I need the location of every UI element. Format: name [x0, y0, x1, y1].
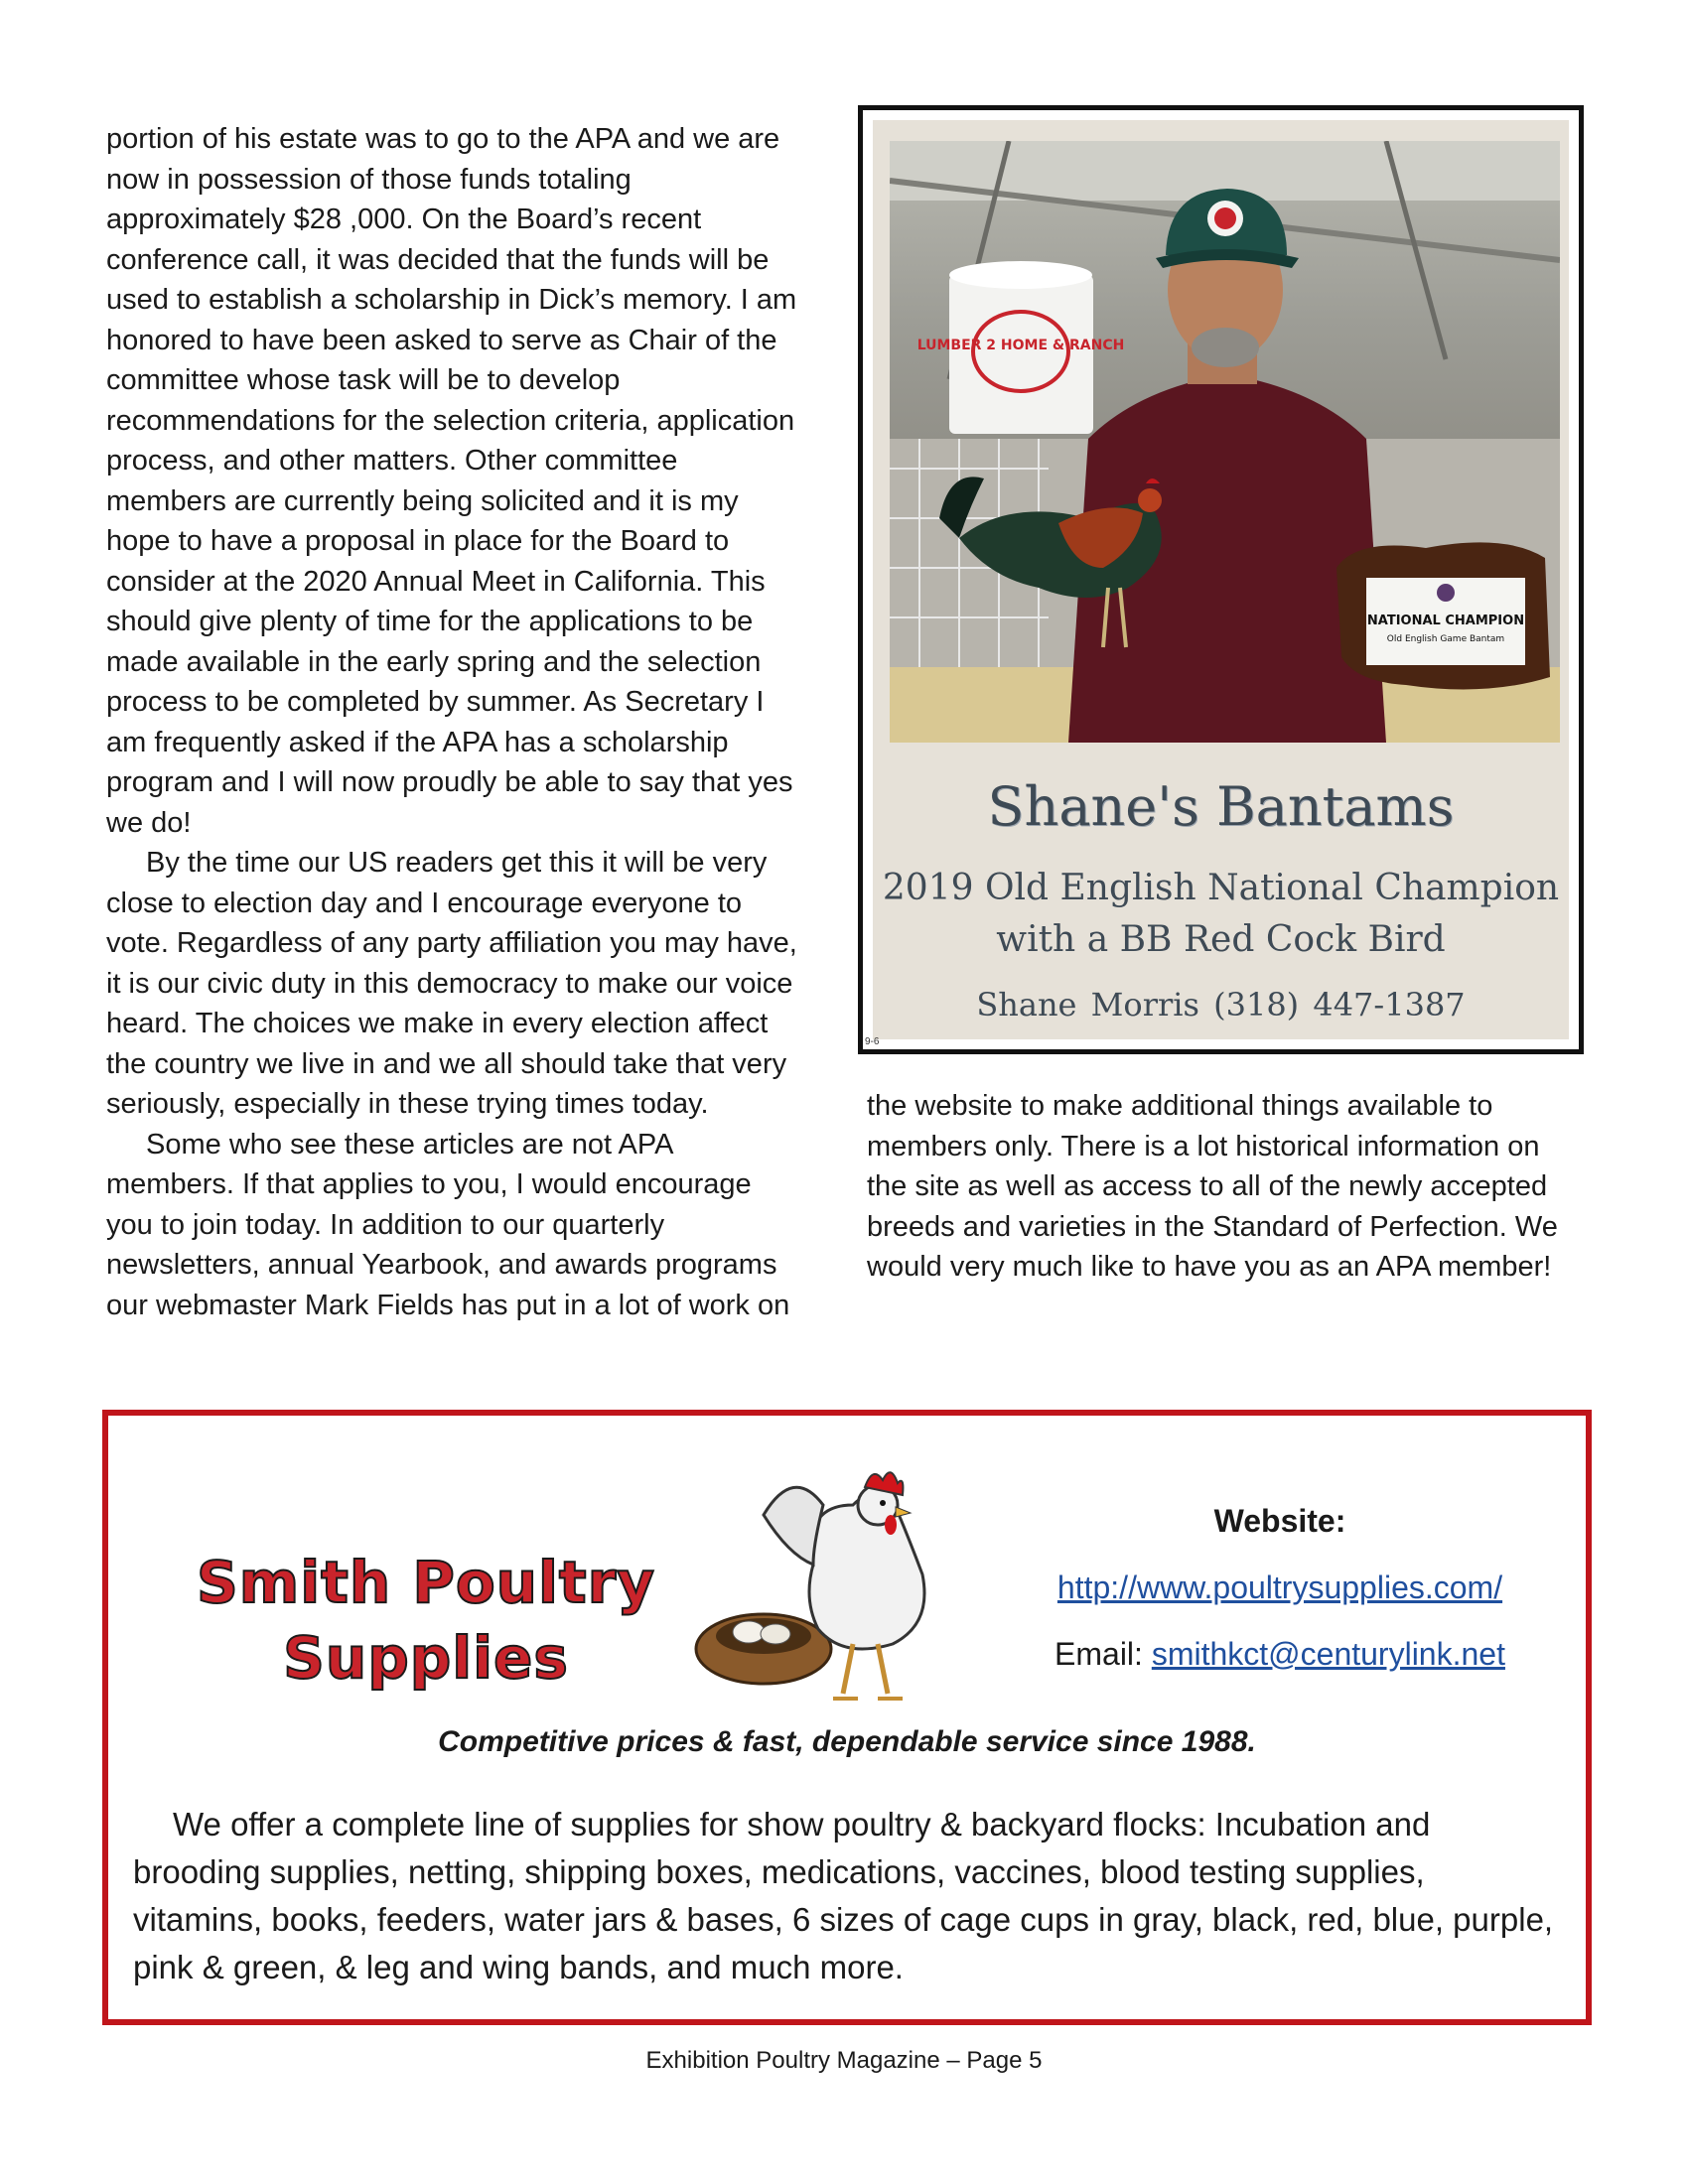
ad-subtitle-line: with a BB Red Cock Bird [996, 919, 1446, 960]
article-paragraph: Some who see these articles are not APA members. If that applies to you, I would encourage you to join today. In addition to our quarterly newsletters, annual Yearbook, and awards programs our webmaster Mark Fields has put in a lot of work on [106, 1128, 790, 1321]
logo-line: Supplies [283, 1624, 569, 1692]
ad-subtitle [873, 863, 1569, 966]
article-left-column [106, 119, 801, 1325]
ad-code: 9-6 [865, 1036, 880, 1047]
smith-description-text: We offer a complete line of supplies for show poultry & backyard flocks: Incubation and brooding supplies, netting, shipping boxes, medications, vaccines, blood testing supplies, vitamins, books, feeders, water jars & bases, 6 sizes of cage cups in gray, black, red, blue, purple, pink & green, & leg and wing bands, and much more. [133, 1806, 1554, 1985]
smith-tagline: Competitive prices & fast, dependable service since 1988. [438, 1725, 1256, 1758]
website-label: Website: [1213, 1503, 1346, 1539]
shanes-bantams-ad [858, 105, 1584, 1054]
bucket-label: LUMBER 2 HOME & RANCH [916, 338, 1125, 353]
article-paragraph: portion of his estate was to go to the APA and we are now in possession of those funds totaling approximately $28 ,000. On the Board’s recent conference call, it was decided that the funds will be used to establish a scholarship in Dick’s memory. I am honored to have been asked to serve as Chair of the committee whose task will be to develop recommendations for the selection criteria, application process, and other matters. Other committee members are currently being solicited and it is my hope to have a proposal in place for the Board to consider at the 2020 Annual Meet in California. This should give plenty of time for the applications to be made available in the early spring and the selection process to be completed by summer. As Secretary I am frequently asked if the APA has a scholarship program and I will now proudly be able to say that yes we do! [106, 123, 797, 839]
smith-poultry-logo [148, 1545, 704, 1696]
website-link[interactable]: http://www.poultrysupplies.com/ [1056, 1570, 1503, 1605]
article-right-column [867, 1086, 1582, 1288]
page-footer: Exhibition Poultry Magazine – Page 5 [645, 2047, 1043, 2074]
rooster-illustration [694, 1445, 982, 1713]
ad-title: Shane's Bantams [987, 775, 1455, 838]
ad-contact: Shane Morris (318) 447-1387 [976, 986, 1466, 1024]
plaque-title: NATIONAL CHAMPION [1366, 614, 1525, 628]
plaque-subtitle: Old English Game Bantam [1386, 634, 1505, 644]
logo-line: Smith Poultry [197, 1549, 655, 1616]
email-label: Email: [1055, 1636, 1152, 1672]
smith-poultry-ad [102, 1410, 1592, 2025]
champion-photo-illustration [890, 141, 1560, 743]
ad-background [873, 120, 1569, 1039]
ad-subtitle-line: 2019 Old English National Champion [882, 868, 1560, 908]
champion-photo [890, 141, 1560, 743]
article-paragraph: the website to make additional things available to members only. There is a lot historical information on the site as well as access to all of the newly accepted breeds and varieties in the Standard of Perfection. We would very much like to have you as an APA member! [867, 1090, 1558, 1283]
article-paragraph: By the time our US readers get this it will be very close to election day and I encourage everyone to vote. Regardless of any party affiliation you may have, it is our civic duty in this democracy to make our voice heard. The choices we make in every election affect the country we live in and we all should take that very seriously, especially in these trying times today. [106, 847, 797, 1120]
email-link[interactable]: smithkct@centurylink.net [1151, 1636, 1505, 1672]
smith-description [133, 1801, 1556, 1991]
smith-contact-block [1002, 1503, 1558, 1703]
